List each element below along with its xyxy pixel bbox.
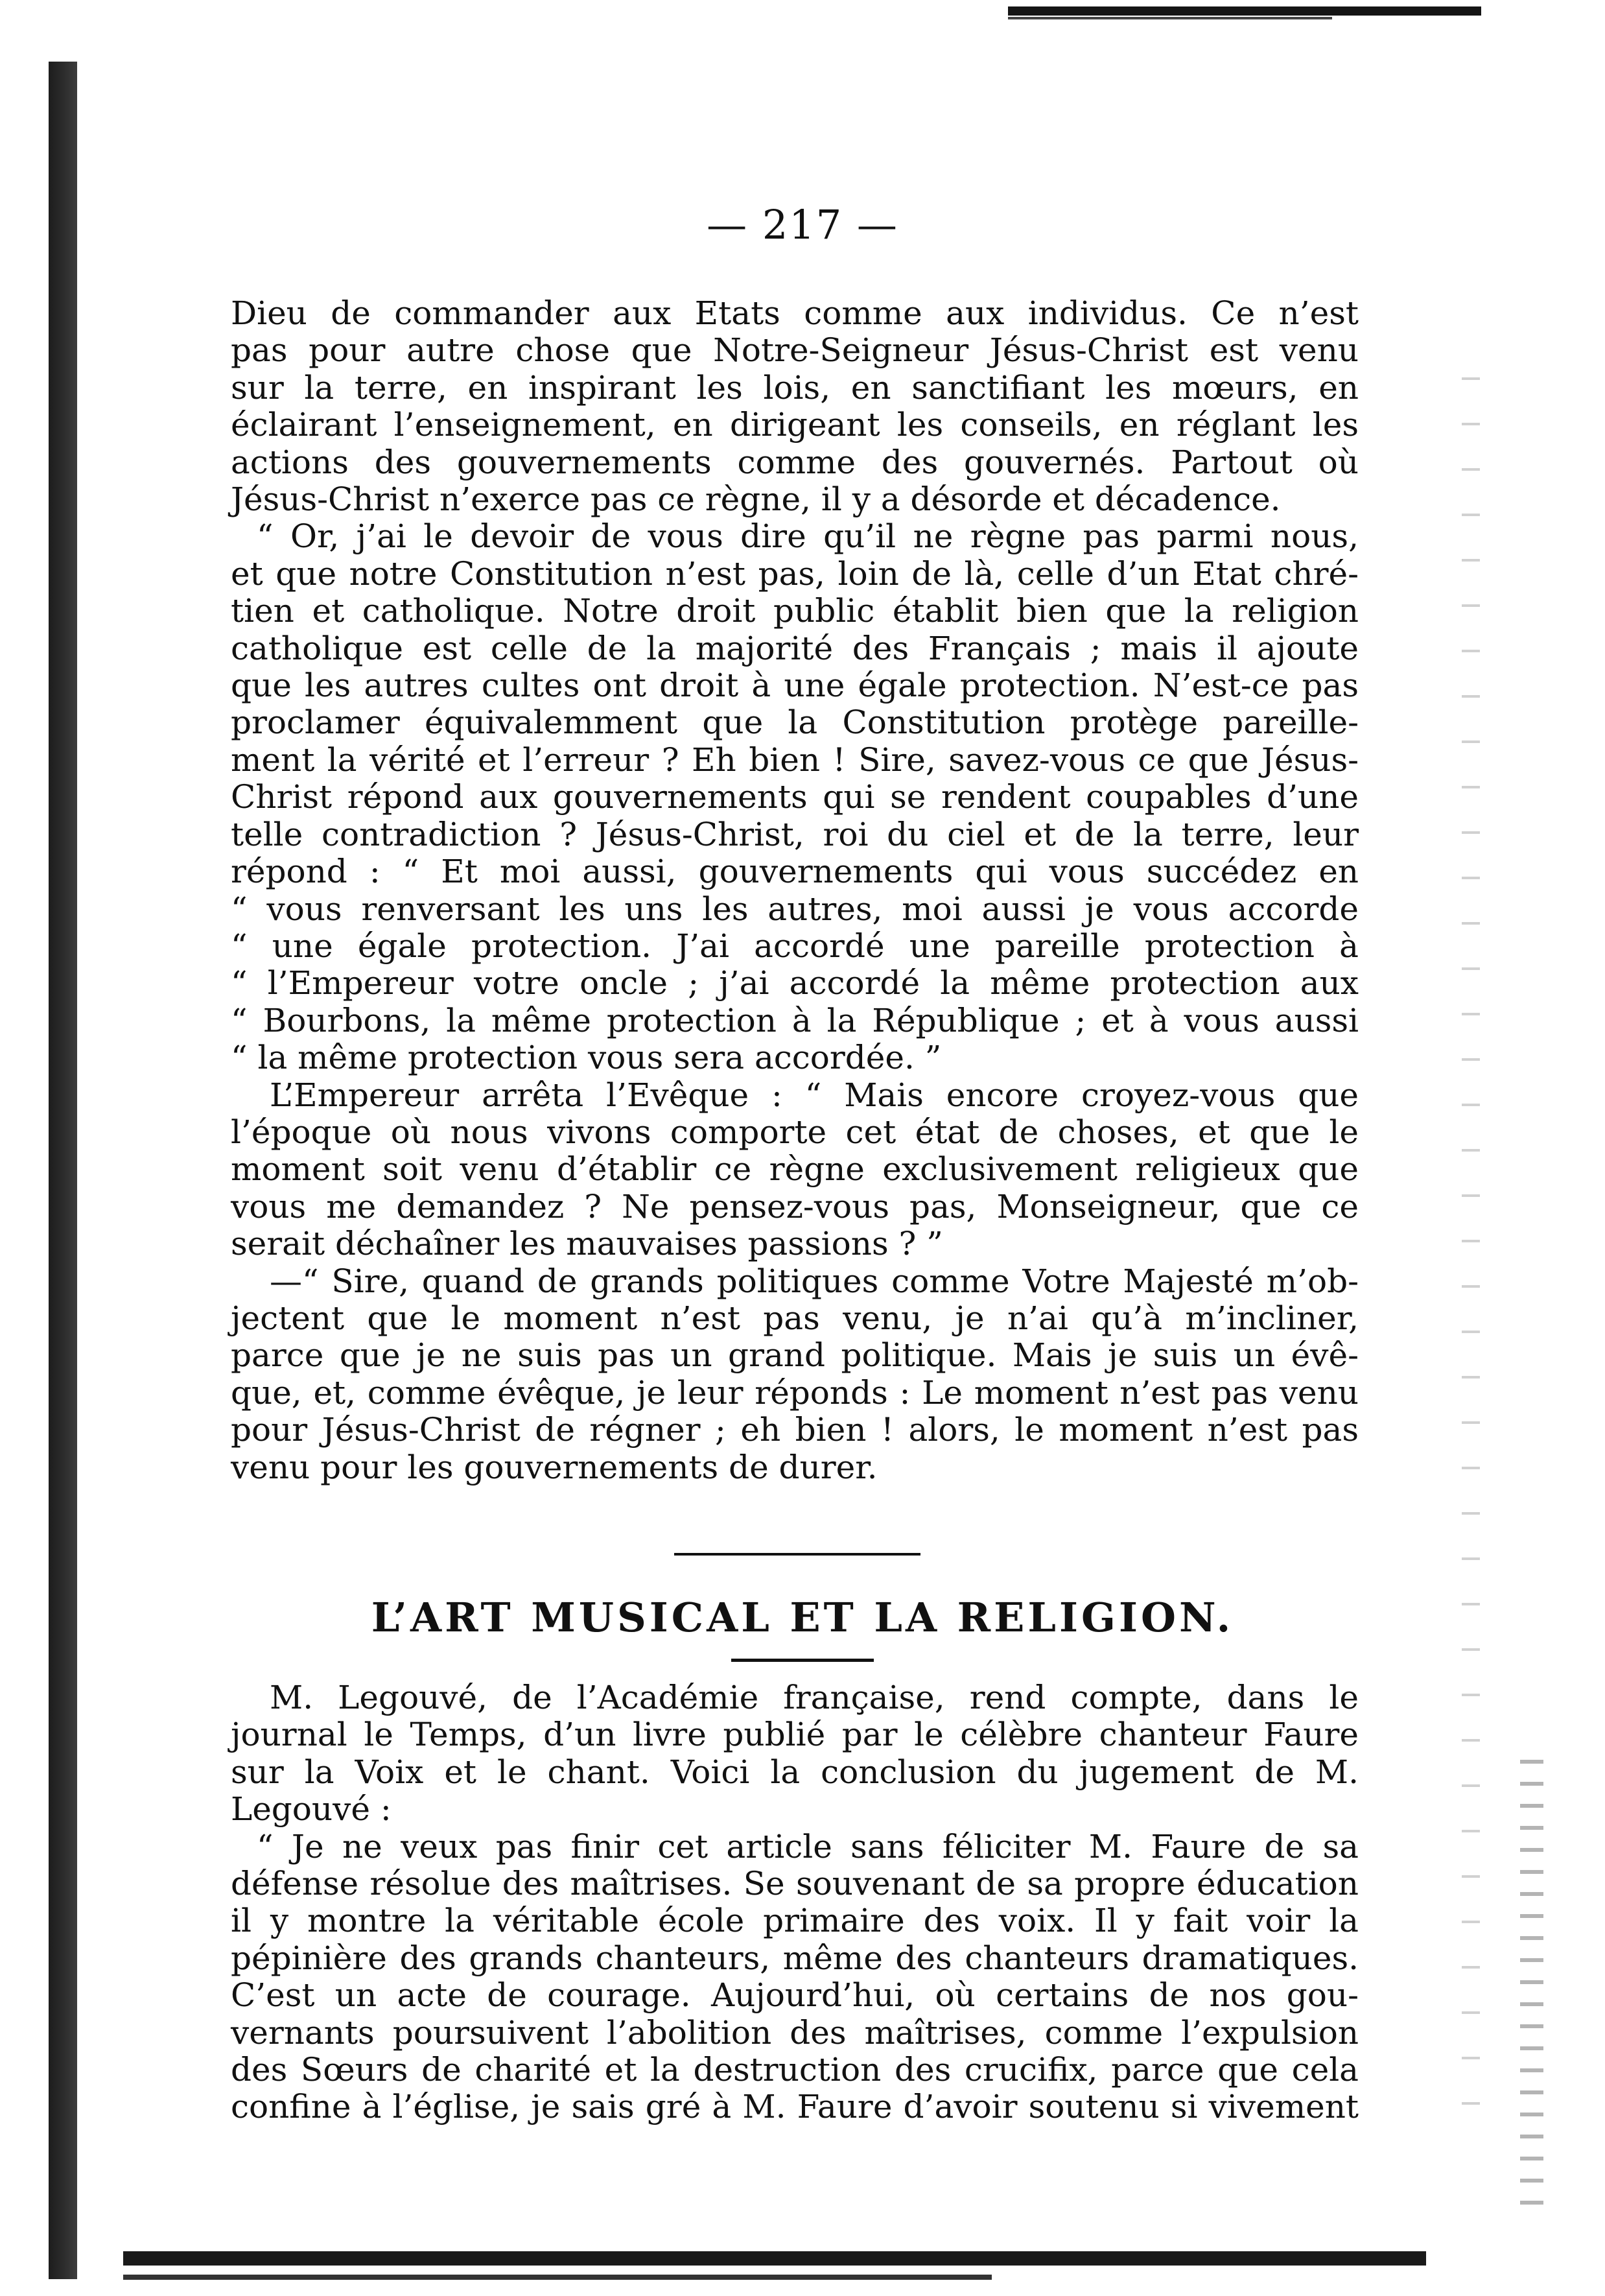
text-line: que, et, comme évêque, je leur réponds : Le moment n’est pas venu — [231, 1373, 1359, 1412]
text-line: actions des gouvernements comme des gouvernés. Partout où — [231, 443, 1359, 481]
text-line: C’est un acte de courage. Aujourd’hui, où certains de nos gou- — [231, 1976, 1359, 2015]
scan-top-edge-thin — [1008, 17, 1332, 19]
scan-top-edge — [1008, 6, 1481, 16]
article-body — [231, 295, 1359, 1486]
text-line: ment la vérité et l’erreur ? Eh bien ! Sire, savez-vous ce que Jésus- — [231, 740, 1359, 779]
page-number: — 217 — — [707, 201, 898, 248]
scan-right-margin-noise-lower — [1520, 1751, 1543, 2218]
text-line: parce que je ne suis pas un grand politique. Mais je suis un évê- — [231, 1336, 1359, 1375]
text-line: —“ Sire, quand de grands politiques comme Votre Majesté m’ob- — [270, 1262, 1359, 1300]
text-line: éclairant l’enseignement, en dirigeant les conseils, en réglant les — [231, 406, 1359, 444]
text-line: il y montre la véritable école primaire des voix. Il y fait voir la — [231, 1902, 1359, 1940]
scan-right-margin-noise — [1462, 363, 1480, 2114]
text-line: répond : “ Et moi aussi, gouvernements qui vous succédez en — [231, 853, 1359, 891]
text-line: “ vous renversant les uns les autres, moi aussi je vous accorde — [231, 890, 1359, 928]
text-line: catholique est celle de la majorité des Français ; mais il ajoute — [231, 629, 1359, 667]
text-line: des Sœurs de charité et la destruction des crucifix, parce que cela — [231, 2051, 1359, 2089]
text-line: et que notre Constitution n’est pas, loin de là, celle d’un Etat chré- — [231, 554, 1359, 593]
text-line: tien et catholique. Notre droit public établit bien que la religion — [231, 592, 1359, 630]
text-line: Christ répond aux gouvernements qui se rendent coupables d’une — [231, 778, 1359, 816]
text-line: moment soit venu d’établir ce règne exclusivement religieux que — [231, 1150, 1359, 1189]
text-line: “ Or, j’ai le devoir de vous dire qu’il ne règne pas parmi nous, — [257, 517, 1359, 556]
text-line: Legouvé : — [231, 1790, 392, 1829]
scan-bottom-edge-thin — [123, 2275, 992, 2280]
text-line: défense résolue des maîtrises. Se souvenant de sa propre éducation — [231, 1865, 1359, 1903]
text-line: que les autres cultes ont droit à une égale protection. N’est-ce pas — [231, 667, 1359, 705]
text-line: vernants poursuivent l’abolition des maîtrises, comme l’expulsion — [231, 2013, 1359, 2052]
text-line: “ la même protection vous sera accordée. ” — [231, 1039, 942, 1077]
section-title-underline — [731, 1659, 874, 1662]
text-line: Jésus-Christ n’exerce pas ce règne, il y a désorde et décadence. — [231, 480, 1281, 519]
text-line: pour Jésus-Christ de régner ; eh bien ! alors, le moment n’est pas — [231, 1411, 1359, 1449]
section-body — [231, 1679, 1359, 2126]
section-divider — [674, 1553, 920, 1556]
scan-left-border — [49, 62, 77, 2279]
text-line: serait déchaîner les mauvaises passions ? ” — [231, 1225, 943, 1263]
text-line: pépinière des grands chanteurs, même des chanteurs dramatiques. — [231, 1939, 1359, 1977]
text-line: telle contradiction ? Jésus-Christ, roi du ciel et de la terre, leur — [231, 815, 1359, 853]
text-line: pas pour autre chose que Notre-Seigneur Jésus-Christ est venu — [231, 331, 1359, 370]
text-line: M. Legouvé, de l’Académie française, rend compte, dans le — [270, 1679, 1359, 1716]
text-line: Dieu de commander aux Etats comme aux individus. Ce n’est — [231, 294, 1359, 332]
scan-bottom-edge — [123, 2251, 1426, 2266]
text-line: l’époque où nous vivons comporte cet état de choses, et que le — [231, 1113, 1359, 1151]
text-line: jectent que le moment n’est pas venu, je n’ai qu’à m’incliner, — [231, 1299, 1359, 1337]
text-line: confine à l’église, je sais gré à M. Faure d’avoir soutenu si vivement — [231, 2088, 1359, 2126]
text-line: vous me demandez ? Ne pensez-vous pas, Monseigneur, que ce — [231, 1187, 1359, 1225]
text-line: “ Je ne veux pas finir cet article sans féliciter M. Faure de sa — [257, 1827, 1359, 1865]
text-line: sur la terre, en inspirant les lois, en sanctifiant les mœurs, en — [231, 368, 1359, 407]
text-line: proclamer équivalemment que la Constitution protège pareille- — [231, 704, 1359, 742]
text-line: “ une égale protection. J’ai accordé une pareille protection à — [231, 927, 1359, 965]
text-line: L’Empereur arrêta l’Evêque : “ Mais encore croyez-vous que — [270, 1076, 1359, 1114]
text-line: venu pour les gouvernements de durer. — [231, 1448, 878, 1486]
section-title: L’ART MUSICAL ET LA RELIGION. — [371, 1594, 1234, 1641]
text-line: “ l’Empereur votre oncle ; j’ai accordé la même protection aux — [231, 964, 1359, 1002]
text-line: “ Bourbons, la même protection à la République ; et à vous aussi — [231, 1001, 1359, 1039]
text-line: sur la Voix et le chant. Voici la conclusion du jugement de M. — [231, 1753, 1359, 1791]
text-line: journal le Temps, d’un livre publié par le célèbre chanteur Faure — [231, 1716, 1359, 1754]
